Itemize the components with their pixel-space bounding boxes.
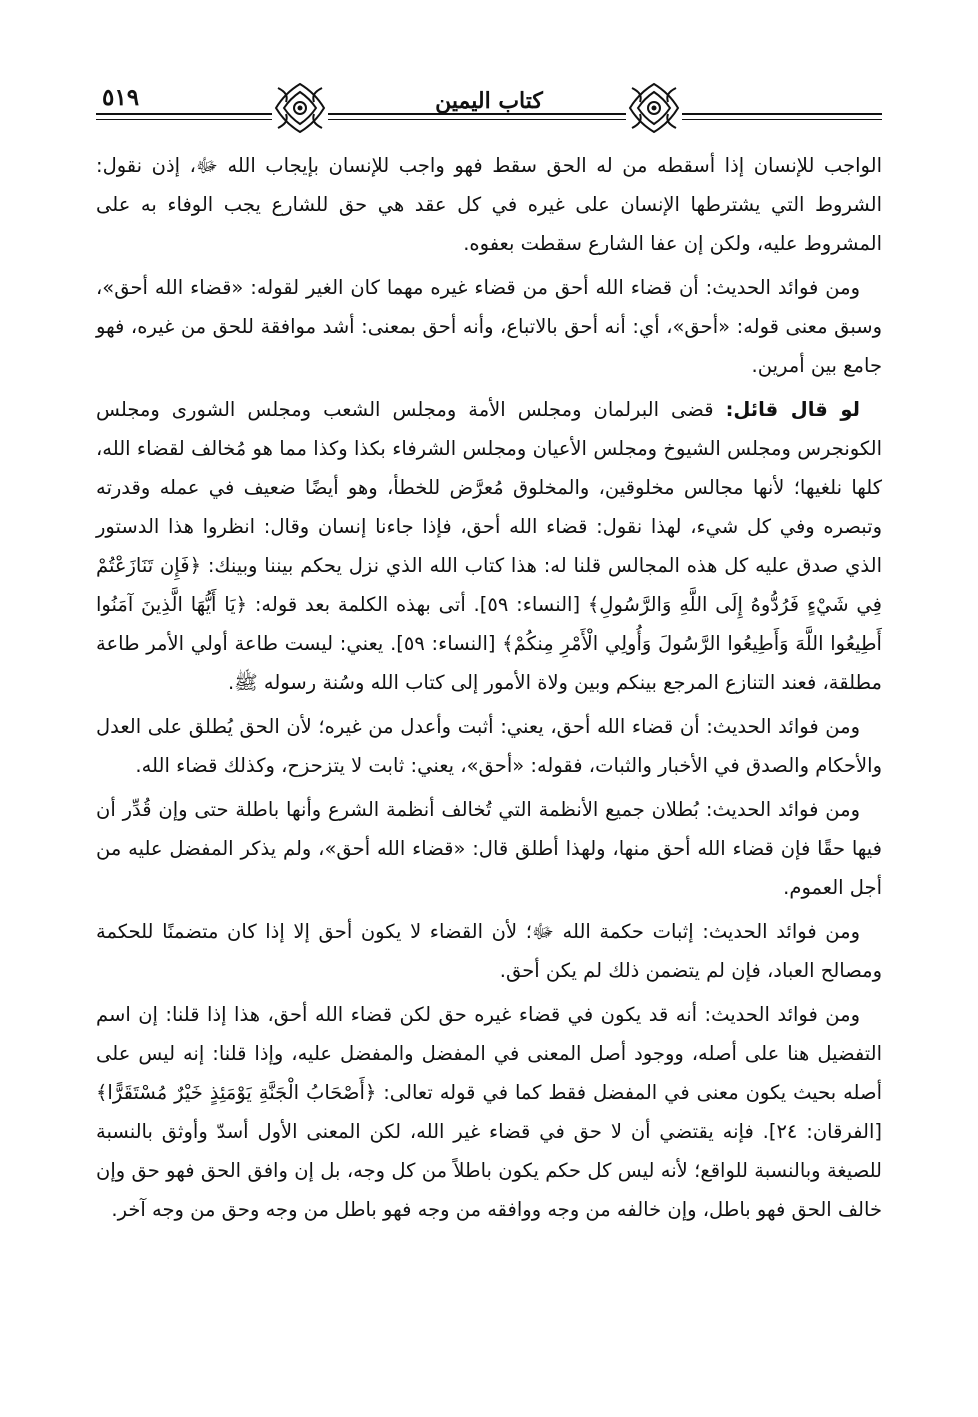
paragraph (96, 146, 882, 263)
paragraph-text: ومن فوائد الحديث: إثبات حكمة الله ﷻ؛ لأن القضاء لا يكون أحق إلا إذا كان متضمنًا للحكمة ومصالح العباد، فإن لم يتضمن ذلك لم يكن أحق. (96, 920, 882, 982)
paragraph-text: الواجب للإنسان إذا أسقطه من له الحق سقط فهو واجب للإنسان بإيجاب الله ﷻ، إذن نقول: الشروط التي يشترطها الإنسان على غيره في كل عقد هي حق للشارع يجب الوفاء به على المشروط عليه، ولكن إن عفا الشارع سقطت بعفوه. (96, 154, 882, 255)
paragraph (96, 790, 882, 907)
paragraph-text: قضى البرلمان ومجلس الأمة ومجلس الشعب ومجلس الشورى ومجلس الكونجرس ومجلس الشيوخ ومجلس الأعيان ومجلس الشرفاء بكذا وكذا مما هو مُخالف لقضاء الله، كلها نلغيها؛ لأنها مجالس مخلوقين، والمخلوق مُعرَّض للخطأ، وهو أيضًا ضعيف في عمله وقدرته وتبصره وفي كل شيء، لهذا نقول: قضاء الله أحق، فإذا جاءنا إنسان وقال: انظروا هذا الدستور الذي صدق عليه كل هذه المجالس قلنا له: هذا كتاب الله الذي نزل يحكم بيننا وبينك: ﴿فَإِن تَنَازَعْتُمْ فِي شَيْءٍ فَرُدُّوهُ إِلَى اللَّهِ وَالرَّسُولِ﴾ [النساء: ٥٩]. أتى بهذه الكلمة بعد قوله: ﴿يَا أَيُّهَا الَّذِينَ آمَنُوا أَطِيعُوا اللَّهَ وَأَطِيعُوا الرَّسُولَ وَأُولِي الْأَمْرِ مِنكُمْ﴾ [النساء: ٥٩]. يعني: ليست طاعة أولي الأمر طاعة مطلقة، فعند التنازع المرجع بينكم وبين ولاة الأمور إلى كتاب الله وسُنة رسوله ﷺ. (96, 398, 882, 694)
header-rule-bottom (96, 119, 882, 120)
paragraph-text: ومن فوائد الحديث: أن قضاء الله أحق، يعني: أثبت وأعدل من غيره؛ لأن الحق يُطلق على العدل والأحكام والصدق في الأخبار والثبات، فقوله: «أحق»، يعني: ثابت لا يتزحزح، وكذلك قضاء الله. (96, 715, 882, 777)
paragraph (96, 390, 882, 702)
paragraph (96, 912, 882, 990)
paragraph (96, 268, 882, 385)
book-title: كتاب اليمين (435, 88, 543, 114)
page-header (96, 78, 882, 140)
paragraph (96, 707, 882, 785)
page-body (96, 146, 882, 1234)
paragraph-text: ومن فوائد الحديث: بُطلان جميع الأنظمة التي تُخالف أنظمة الشرع وأنها باطلة حتى وإن قُدِّر أن فيها حقًا فإن قضاء الله أحق منها، ولهذا أطلق قال: «قضاء الله أحق»، ولم يذكر المفضل عليه من أجل العموم. (96, 798, 882, 899)
page-number: ٥١٩ (102, 84, 140, 111)
paragraph (96, 995, 882, 1229)
paragraph-text: ومن فوائد الحديث: أن قضاء الله أحق من قضاء غيره مهما كان الغير لقوله: «قضاء الله أحق»، وسبق معنى قوله: «أحق»، أي: أنه أحق بالاتباع، وأنه أحق بمعنى: أشد موافقة للحق من غيره، فهو جامع بين أمرين. (96, 276, 882, 377)
paragraph-lead: لو قال قائل: (725, 398, 860, 421)
paragraph-text: ومن فوائد الحديث: أنه قد يكون في قضاء غيره حق لكن قضاء الله أحق، هذا إذا قلنا: إن اسم التفضيل هنا على أصله، ووجود أصل المعنى في المفضل والمفضل عليه، وإذا قلنا: إنه ليس على أصله بحيث يكون معنى في المفضل فقط كما في قوله تعالى: ﴿أَصْحَابُ الْجَنَّةِ يَوْمَئِذٍ خَيْرٌ مُسْتَقَرًّا﴾ [الفرقان: ٢٤]. فإنه يقتضي أن لا حق في قضاء غير الله، لكن المعنى الأول أسدّ وأوثق بالنسبة للصيغة وبالنسبة للواقع؛ لأنه ليس كل حكم يكون باطلاً من كل وجه، بل إن وافق الحق فهو حق وإن خالف الحق فهو باطل، وإن خالفه من وجه ووافقه من وجه فهو باطل من وجه وحق من وجه آخر. (96, 1003, 882, 1221)
